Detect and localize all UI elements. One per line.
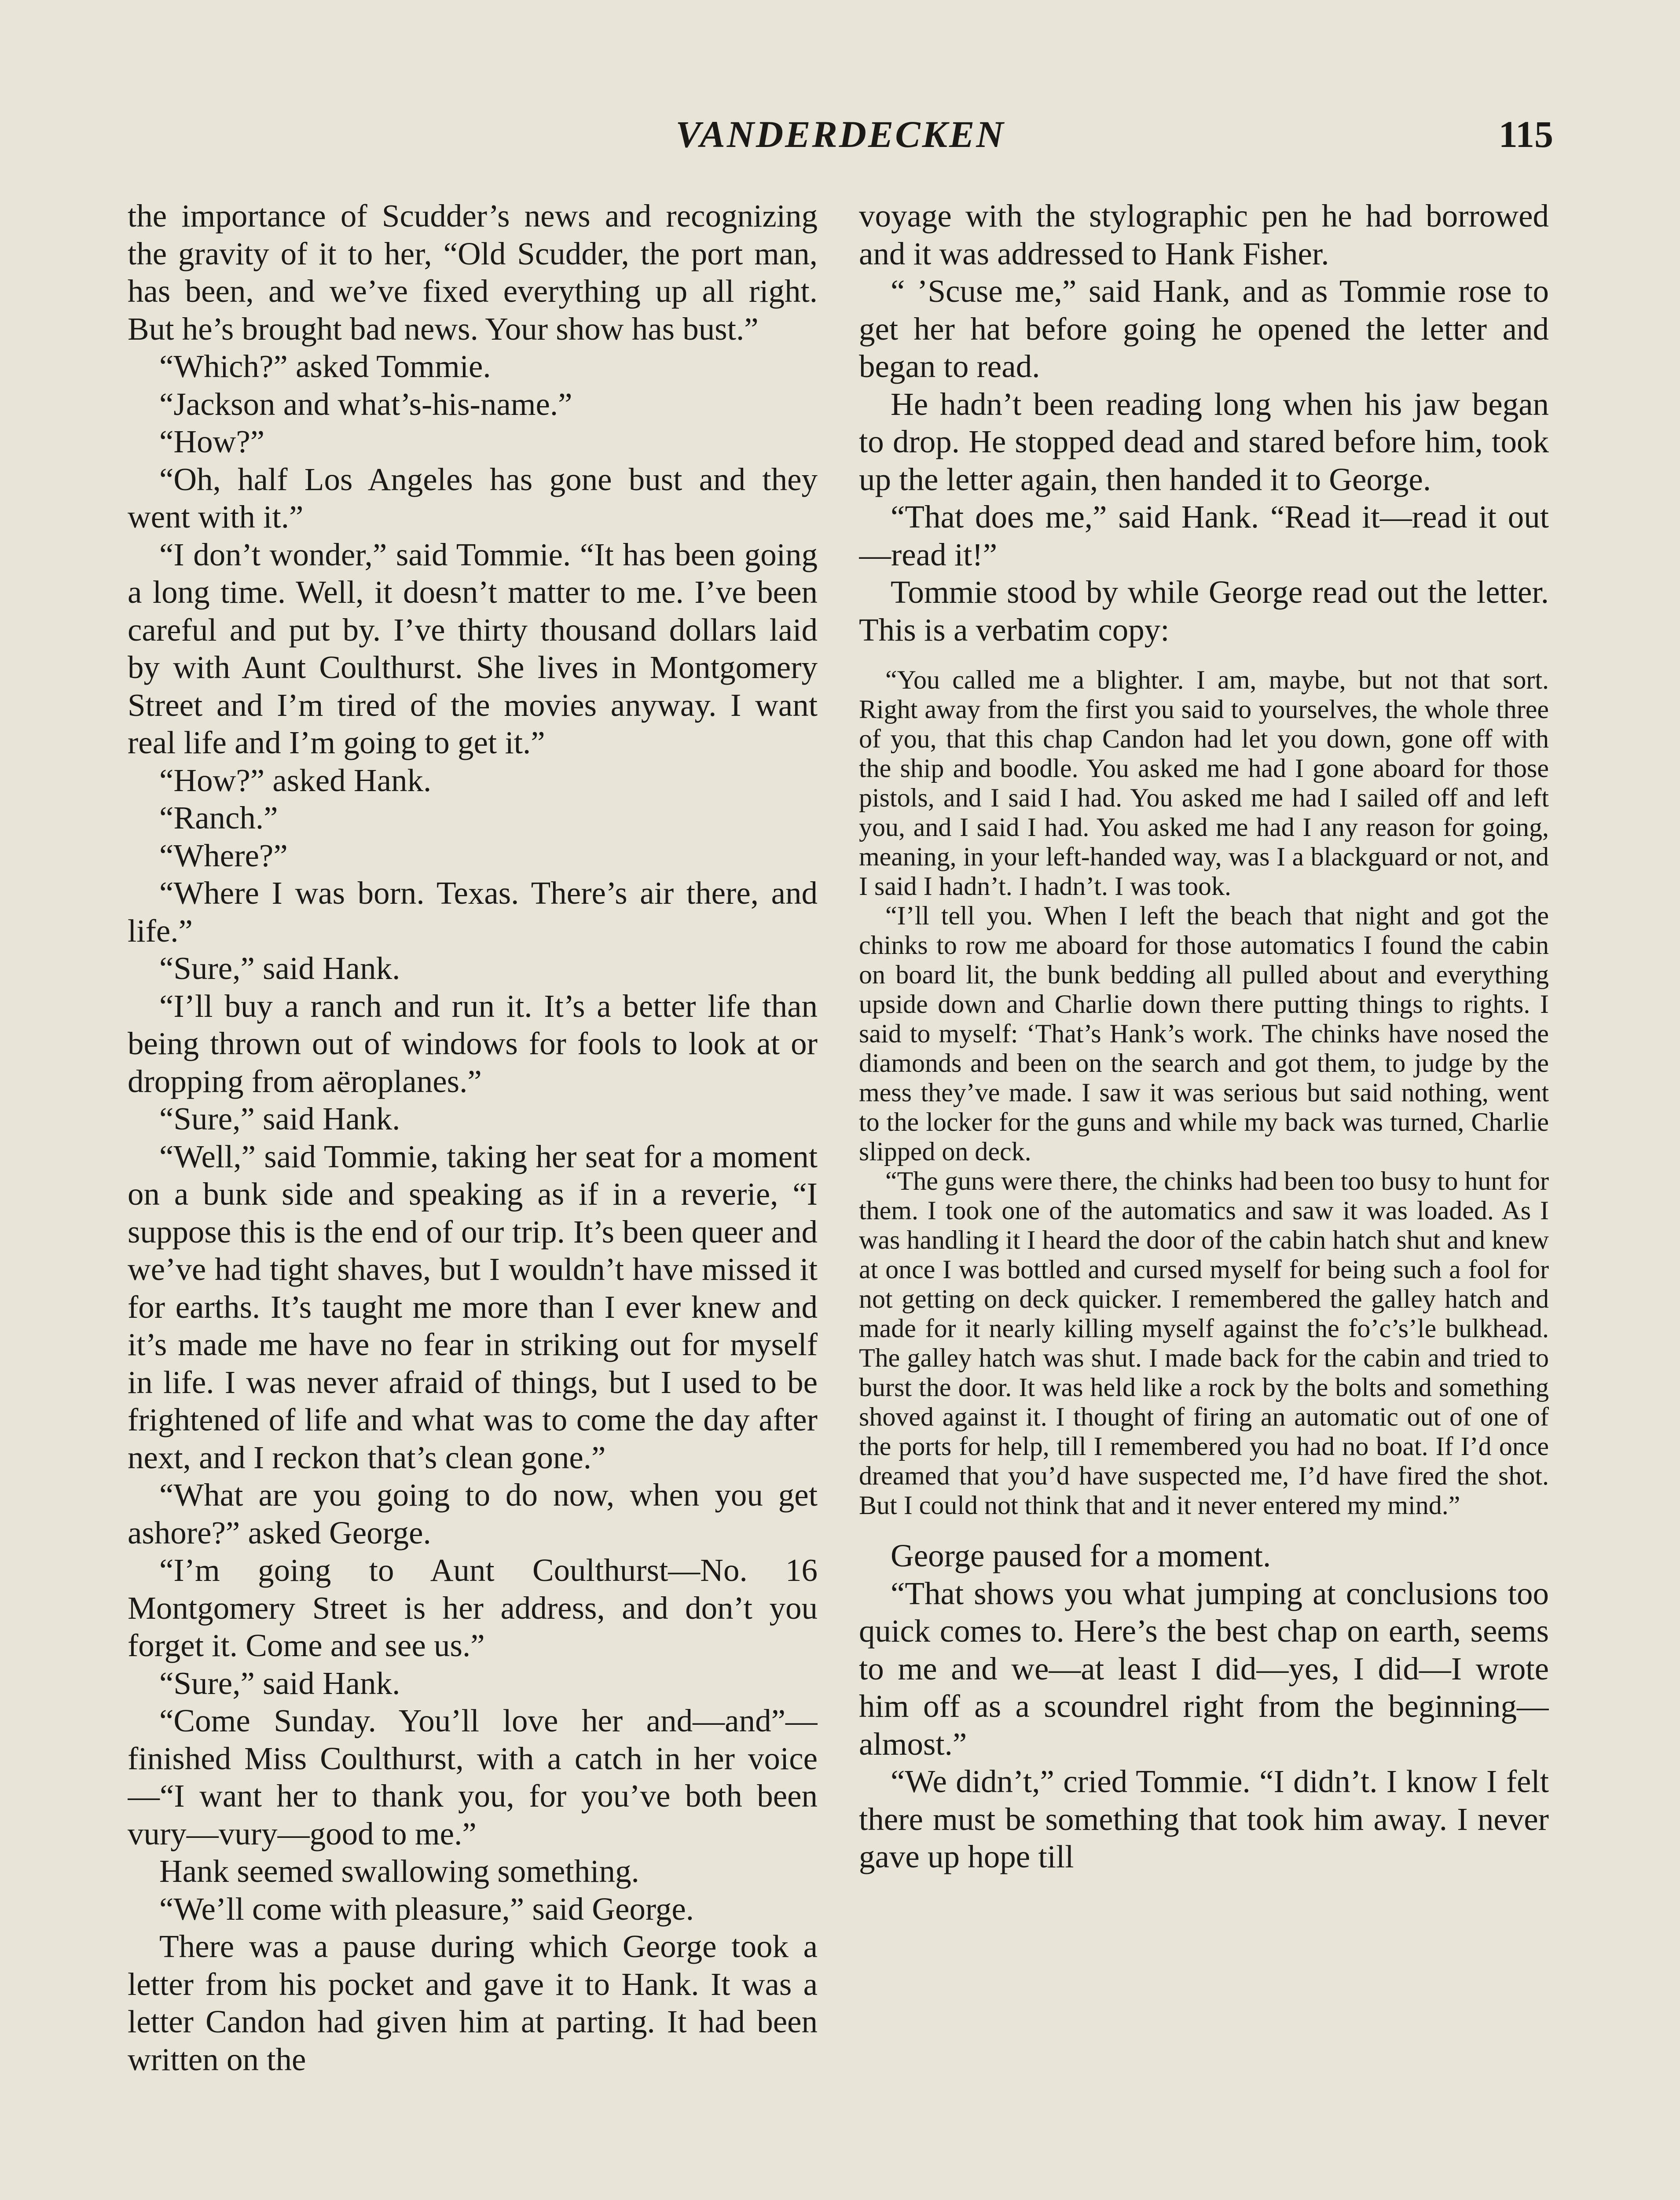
paragraph: Tommie stood by while George read out the letter. This is a verbatim copy: (859, 574, 1549, 648)
paragraph: “We didn’t,” cried Tommie. “I didn’t. I know I felt there must be something that took him away. I never gave up hope till (859, 1764, 1549, 1874)
paragraph: “What are you going to do now, when you get ashore?” asked George. (128, 1477, 818, 1551)
paragraph: “Sure,” said Hank. (159, 1665, 400, 1701)
paragraph: George paused for a moment. (891, 1538, 1271, 1573)
paragraph: “That shows you what jumping at conclusions too quick comes to. Here’s the best chap on earth, seems to me and we—at least I did—yes, I did—I wrote him off as a scoundrel right from the beginning—almost.” (859, 1575, 1549, 1762)
page-number: 115 (1498, 113, 1553, 155)
paragraph: “Ranch.” (159, 800, 278, 836)
paragraph: “How?” (159, 424, 265, 459)
paragraph: “Well,” said Tommie, taking her seat for a moment on a bunk side and speaking as if in a reverie, “I suppose this is the end of our trip. It’s been queer and we’ve had tight shaves, but I wouldn’t have missed it for earths. It’s taught me more than I ever knew and it’s made me have no fear in striking out for myself in life. I was never afraid of things, but I used to be frightened of life and what was to come the day after next, and I reckon that’s clean gone.” (128, 1138, 818, 1475)
paragraph: “ ’Scuse me,” said Hank, and as Tommie rose to get her hat before going he opened the letter and began to read. (859, 273, 1549, 384)
paragraph: “Oh, half Los Angeles has gone bust and they went with it.” (128, 461, 818, 535)
paragraph: “Come Sunday. You’ll love her and—and”—finished Miss Coulthurst, with a catch in her voice—“I want her to thank you, for you’ve both been vury—vury—good to me.” (128, 1703, 818, 1852)
paragraph: “I’ll buy a ranch and run it. It’s a better life than being thrown out of windows for fools to look at or dropping from aëroplanes.” (128, 988, 818, 1099)
paragraph: “Sure,” said Hank. (159, 1101, 400, 1137)
paragraph: “Where?” (159, 837, 288, 873)
paragraph: the importance of Scudder’s news and recognizing the gravity of it to her, “Old Scudder, the port man, has been, and we’ve fixed everything up all right. But he’s brought bad news. Your show has bust.” (128, 198, 818, 347)
paragraph: “That does me,” said Hank. “Read it—read it out—read it!” (859, 499, 1549, 572)
paragraph: voyage with the stylographic pen he had borrowed and it was addressed to Hank Fisher. (859, 198, 1549, 271)
paragraph: “I don’t wonder,” said Tommie. “It has been going a long time. Well, it doesn’t matter to me. I’ve been careful and put by. I’ve thirty thousand dollars laid by with Aunt Coulthurst. She lives in Montgomery Street and I’m tired of the movies anyway. I want real life and I’m going to get it.” (128, 536, 818, 760)
paragraph: “Which?” asked Tommie. (159, 348, 491, 384)
paragraph: Hank seemed swallowing something. (159, 1853, 639, 1889)
paragraph: “Sure,” said Hank. (159, 950, 400, 986)
letter-paragraph: “I’ll tell you. When I left the beach that night and got the chinks to row me aboard for those automatics I found the cabin on board lit, the bunk bedding all pulled about and everything upside down and Charlie down there putting things to rights. I said to myself: ‘That’s Hank’s work. The chinks have nosed the diamonds and been on the search and got them, to judge by the mess they’ve made. I saw it was serious but said nothing, went to the locker for the guns and while my back was turned, Charlie slipped on deck. (859, 901, 1549, 1166)
paragraph: “Where I was born. Texas. There’s air there, and life.” (128, 875, 818, 949)
paragraph: He hadn’t been reading long when his jaw began to drop. He stopped dead and stared before him, took up the letter again, then handed it to George. (859, 386, 1549, 497)
letter-paragraph: “The guns were there, the chinks had been too busy to hunt for them. I took one of the automatics and saw it was loaded. As I was handling it I heard the door of the cabin hatch shut and knew at once I was bottled and cursed myself for being such a fool for not getting on deck quicker. I remembered the galley hatch and made for it nearly killing myself against the fo’c’s’le bulkhead. The galley hatch was shut. I made back for the cabin and tried to burst the door. It was held like a rock by the bolts and something shoved against it. I thought of firing an automatic out of one of the ports for help, till I remembered you had no boat. If I’d once dreamed that you’d have suspected me, I’d have fired the shot. But I could not think that and it never entered my mind.” (859, 1166, 1549, 1520)
left-column (128, 197, 818, 2200)
paragraph: There was a pause during which George took a letter from his pocket and gave it to Hank. It was a letter Candon had given him at parting. It had been written on the (128, 1929, 818, 2077)
quoted-letter (859, 665, 1549, 1520)
running-header (128, 112, 1553, 174)
paragraph: “How?” asked Hank. (159, 762, 432, 798)
letter-paragraph: “You called me a blighter. I am, maybe, but not that sort. Right away from the first you said to yourselves, the whole three of you, that this chap Candon had let you down, gone off with the ship and boodle. You asked me had I gone aboard for those pistols, and I said I had. You asked me had I sailed off and left you, and I said I had. You asked me had I any reason for going, meaning, in your left-handed way, was I a blackguard or not, and I said I hadn’t. I hadn’t. I was took. (859, 665, 1549, 901)
paragraph: “Jackson and what’s-his-name.” (159, 386, 572, 422)
paragraph: “I’m going to Aunt Coulthurst—No. 16 Montgomery Street is her address, and don’t you forget it. Come and see us.” (128, 1552, 818, 1663)
running-title: VANDERDECKEN (675, 113, 1005, 155)
right-column (859, 197, 1549, 2200)
paragraph: “We’ll come with pleasure,” said George. (159, 1891, 694, 1927)
